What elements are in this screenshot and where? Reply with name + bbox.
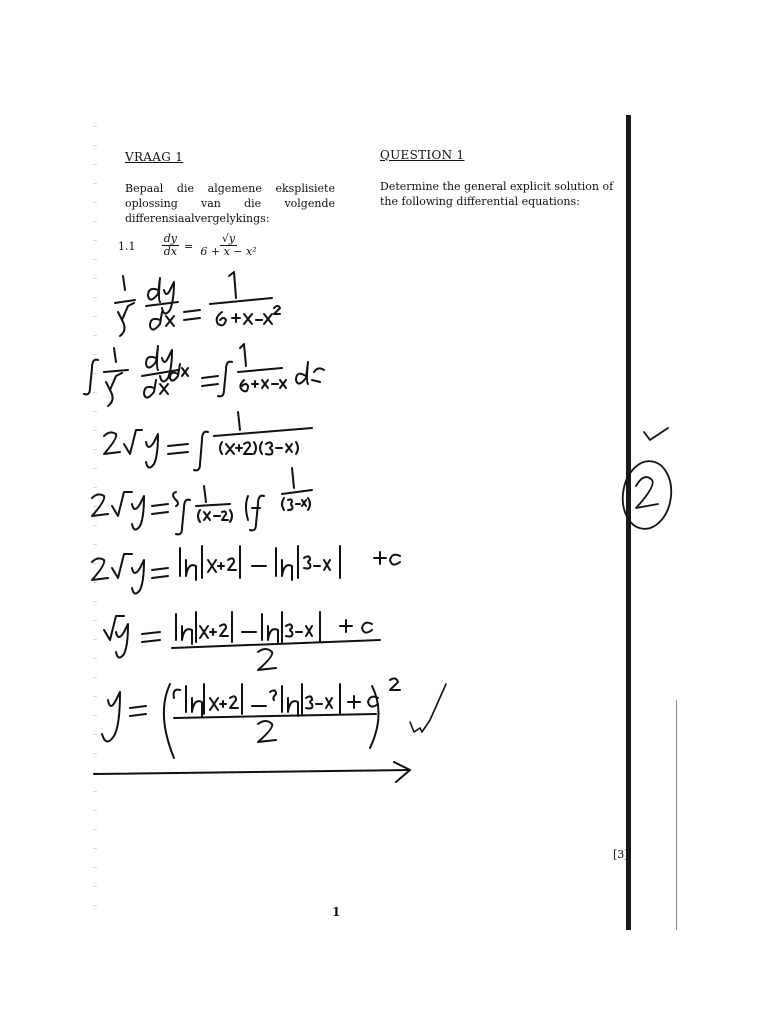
heading-english: QUESTION 1: [380, 148, 465, 162]
equals-sign: =: [184, 240, 194, 253]
heading-afrikaans: VRAAG 1: [125, 150, 184, 164]
grader-score: [636, 477, 658, 508]
handwritten-line-4: [92, 468, 312, 534]
handwritten-line-7: [102, 678, 446, 758]
derivative-fraction: $\frac{dy}{dx}$: [163, 232, 177, 258]
handwritten-line-2: [84, 344, 324, 406]
instruction-english: Determine the general explicit solution of the following differential equations:: [380, 180, 614, 208]
rhs-fraction: $\frac{√y}{\text{6 + x − x²}}$: [200, 232, 257, 258]
handwritten-line-5: [92, 546, 400, 594]
page-number: 1: [332, 905, 341, 919]
marks-allocation: [3]: [613, 848, 629, 861]
problem-number: 1.1: [118, 240, 136, 253]
instruction-afrikaans: Bepaal die algemene eksplisiete oplossing van die volgende differensiaalvergelykings:: [125, 182, 335, 225]
grader-marks: [619, 428, 676, 532]
tick-icon: [644, 428, 668, 440]
handwritten-line-3: [104, 412, 312, 470]
handwritten-line-6: [104, 612, 380, 670]
handwritten-line-1: [115, 272, 280, 336]
arrow-line: [94, 762, 410, 782]
